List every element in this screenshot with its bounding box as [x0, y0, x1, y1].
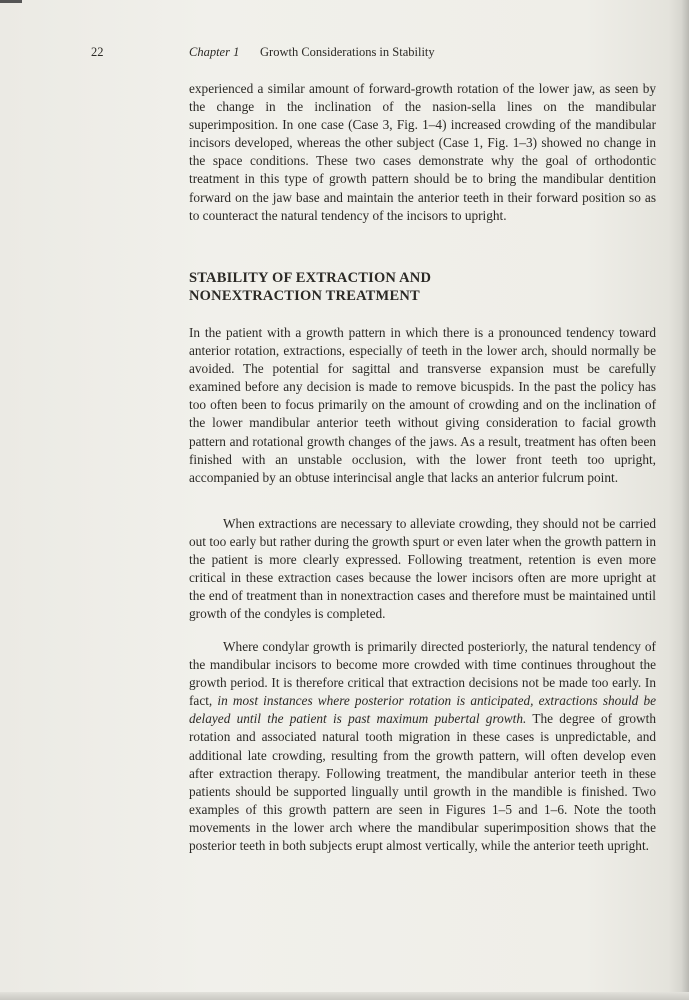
paragraph-text: experienced a similar amount of forward-growth rotation of the lower jaw, as seen by the change in the inclination of the nasion-sella lines on the mandibular superimposition. In one case (Case 3, Fig. 1–4) increased crowding of the mandibular incisors developed, whereas the other subject (Case 1, Fig. 1–3) showed no change in the space conditions. These two cases demonstrate why the goal of orthodontic treatment in this type of growth pattern should be to bring the mandibular dentition forward on the jaw base and maintain the anterior teeth in their forward position so as to counteract the natural tendency of the incisors to upright.: [189, 81, 656, 223]
chapter-label: Chapter 1: [189, 45, 240, 59]
paragraph-3: [189, 638, 656, 855]
page-number: 22: [91, 45, 104, 59]
paragraph-text: In the patient with a growth pattern in which there is a pronounced tendency toward anterior rotation, extractions, especially of teeth in the lower arch, should normally be avoided. The potential for sagittal and transverse expansion must be carefully examined before any decision is made to remove bicuspids. In the past the policy has too often been to focus primarily on the amount of crowding and on the inclination of the lower mandibular anterior teeth without giving consideration to facial growth pattern and rotational growth changes of the jaws. As a result, treatment has often been finished with an unstable occlusion, with the lower front teeth too upright, accompanied by an obtuse interincisal angle that lacks an anterior fulcrum point.: [189, 325, 656, 485]
paragraph-2: [189, 515, 656, 624]
page-edge-shadow: [681, 0, 689, 1000]
paragraph-text-end: The degree of growth rotation and associated natural tooth migration in these cases is unpredictable, and additional late crowding, resulting from the growth pattern, will often develop even after extraction therapy. Following treatment, the mandibular anterior teeth in these patients should be supported lingually until growth in the mandible is finished. Two examples of this growth pattern are seen in Figures 1–5 and 1–6. Note the tooth movements in the lower arch where the mandibular superimposition shows that the posterior teeth in both subjects erupt almost vertically, while the anterior teeth upright.: [189, 711, 656, 854]
paragraph-text: When extractions are necessary to alleviate crowding, they should not be carried out too early but rather during the growth spurt or even later when the growth pattern in the patient is more clearly expressed. Following treatment, retention is even more critical in these extraction cases because the lower incisors often are more upright at the end of treatment than in nonextraction cases and therefore must be maintained until growth of the condyles is completed.: [189, 516, 656, 622]
section-heading-line-2: NONEXTRACTION TREATMENT: [189, 288, 420, 304]
scan-corner-mark: [0, 0, 22, 3]
section-heading: [189, 269, 656, 305]
section-heading-line-1: STABILITY OF EXTRACTION AND: [189, 270, 432, 286]
page-bottom-edge: [0, 992, 689, 1000]
running-header: [0, 45, 689, 61]
emphasized-text: in most instances where posterior rotation is anticipated, extractions should be delayed until the patient is past maximum pubertal growth.: [189, 693, 656, 727]
paragraph-text-start: Where condylar growth is primarily directed posteriorly, the natural tendency of the mandibular incisors to become more crowded with time continues throughout the growth period. It is therefore critical that extraction decisions not be made too early. In fact,: [189, 639, 656, 709]
paragraph-1: [189, 324, 656, 487]
running-title: Growth Considerations in Stability: [260, 45, 435, 59]
paragraph-text: [189, 638, 656, 855]
paragraph-continued: [189, 80, 656, 225]
